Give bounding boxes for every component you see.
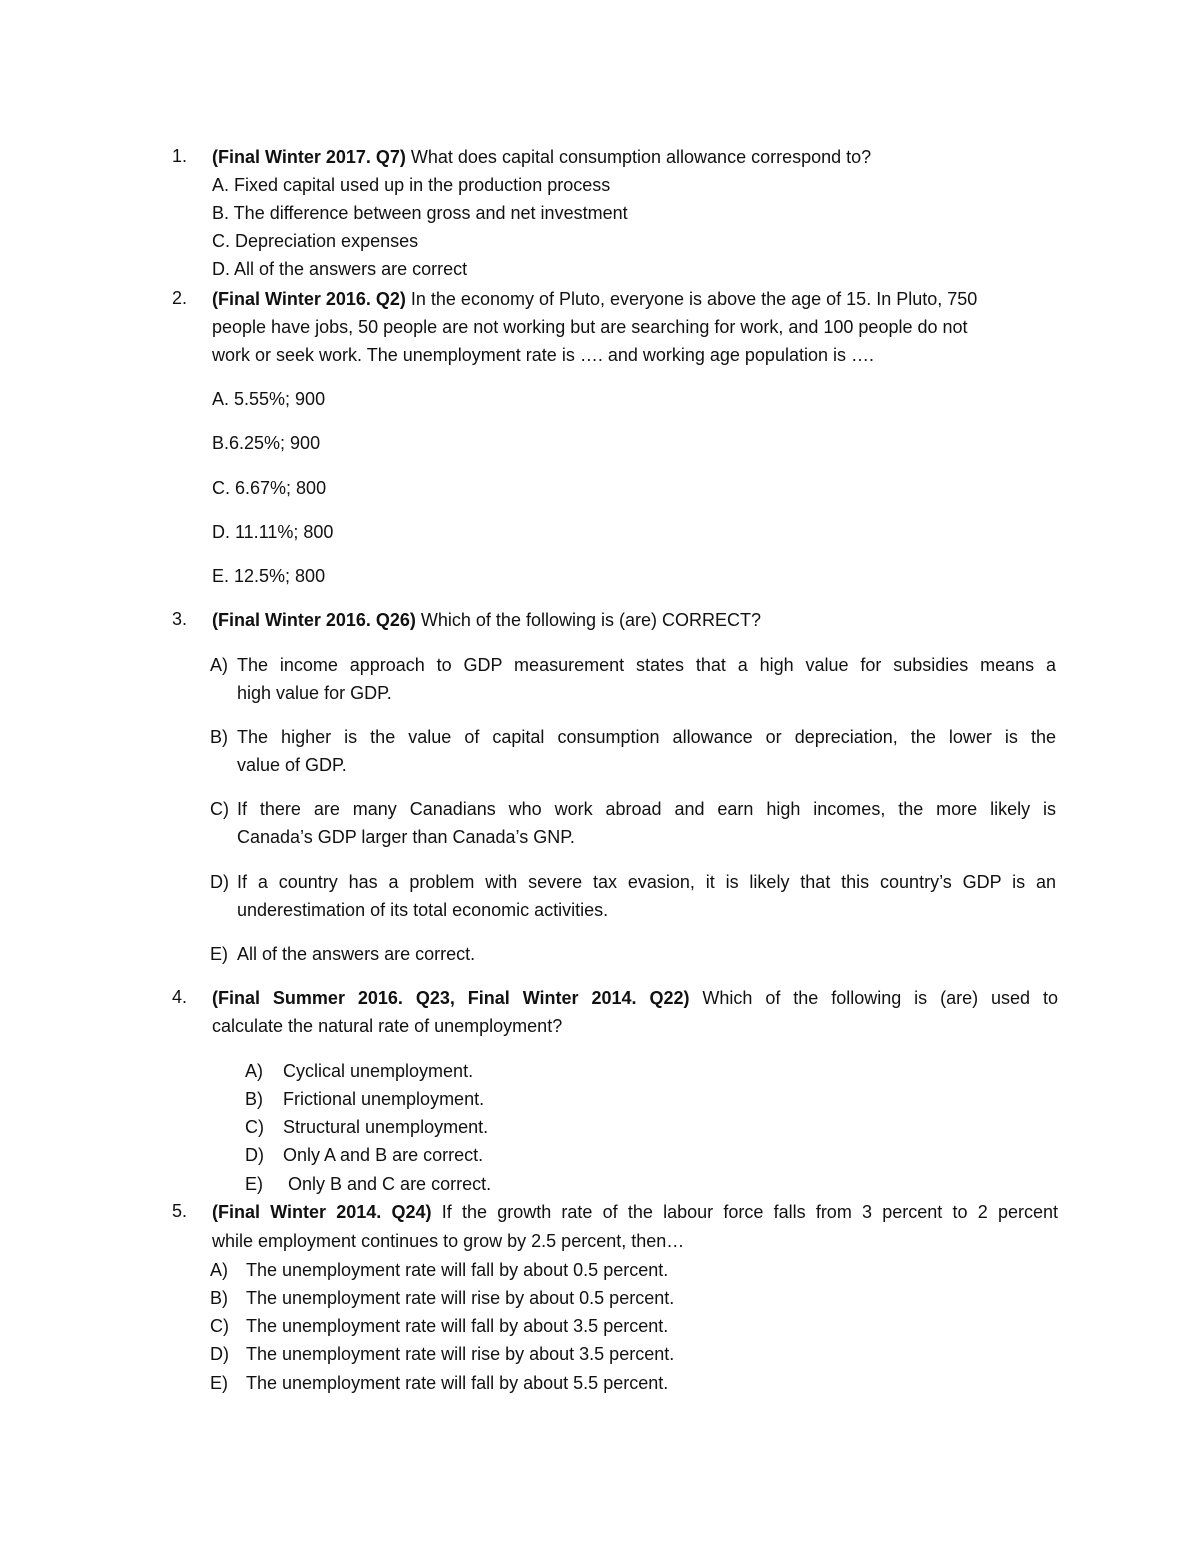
option-d: Only A and B are correct. bbox=[283, 1145, 484, 1165]
question-text: people have jobs, 50 people are not working but are searching for work, and 100 people do not bbox=[212, 317, 968, 337]
question-number: 2. bbox=[172, 288, 188, 308]
question-text: work or seek work. The unemployment rate is …. and working age population is …. bbox=[212, 345, 874, 365]
option-d: D. All of the answers are correct bbox=[212, 259, 468, 279]
option-b: B.6.25%; 900 bbox=[212, 433, 321, 453]
question-stem bbox=[212, 609, 1058, 631]
option-label: B) bbox=[210, 727, 228, 747]
option-d-continued: underestimation of its total economic activities. bbox=[237, 900, 609, 920]
option-c: C. Depreciation expenses bbox=[212, 231, 419, 251]
option-label: D) bbox=[210, 872, 229, 892]
question-stem bbox=[212, 288, 1058, 310]
question-number: 3. bbox=[172, 609, 188, 629]
option-e: Only B and C are correct. bbox=[283, 1174, 492, 1194]
option-e: All of the answers are correct. bbox=[237, 944, 476, 964]
question-text: calculate the natural rate of unemployment? bbox=[212, 1016, 563, 1036]
question-text: If the growth rate of the labour force falls from 3 percent to 2 percent bbox=[431, 1202, 1058, 1222]
option-label: A) bbox=[210, 1260, 228, 1280]
question-text: Which of the following is (are) CORRECT? bbox=[415, 610, 762, 630]
option-b: B. The difference between gross and net investment bbox=[212, 203, 628, 223]
option-a-continued: high value for GDP. bbox=[237, 683, 392, 703]
option-e: The unemployment rate will fall by about 5.5 percent. bbox=[246, 1373, 669, 1393]
option-label: E) bbox=[210, 1373, 228, 1393]
question-text: What does capital consumption allowance correspond to? bbox=[405, 147, 872, 167]
question-stem bbox=[212, 987, 1058, 1009]
question-stem bbox=[212, 146, 1058, 168]
question-source: (Final Winter 2016. Q26) bbox=[212, 610, 416, 630]
question-text: In the economy of Pluto, everyone is above the age of 15. In Pluto, 750 bbox=[405, 289, 978, 309]
option-label: C) bbox=[245, 1117, 264, 1137]
question-source: (Final Winter 2016. Q2) bbox=[212, 289, 406, 309]
option-e: E. 12.5%; 800 bbox=[212, 566, 326, 586]
option-b: The higher is the value of capital consumption allowance or depreciation, the lower is the bbox=[237, 727, 1056, 747]
option-c: If there are many Canadians who work abroad and earn high incomes, the more likely is bbox=[237, 799, 1056, 819]
option-label: C) bbox=[210, 799, 229, 819]
question-number: 5. bbox=[172, 1201, 188, 1221]
option-d: The unemployment rate will rise by about 3.5 percent. bbox=[246, 1344, 675, 1364]
option-label: A) bbox=[245, 1061, 263, 1081]
option-b: Frictional unemployment. bbox=[283, 1089, 485, 1109]
option-d: If a country has a problem with severe tax evasion, it is likely that this country’s GDP is an bbox=[237, 872, 1056, 892]
option-label: D) bbox=[245, 1145, 264, 1165]
option-a: Cyclical unemployment. bbox=[283, 1061, 474, 1081]
option-b-continued: value of GDP. bbox=[237, 755, 347, 775]
option-a: The unemployment rate will fall by about 0.5 percent. bbox=[246, 1260, 669, 1280]
option-d: D. 11.11%; 800 bbox=[212, 522, 334, 542]
option-label: B) bbox=[210, 1288, 228, 1308]
option-c: Structural unemployment. bbox=[283, 1117, 489, 1137]
question-source: (Final Summer 2016. Q23, Final Winter 2014. Q22) bbox=[212, 988, 690, 1008]
option-c: C. 6.67%; 800 bbox=[212, 478, 327, 498]
question-source: (Final Winter 2014. Q24) bbox=[212, 1202, 432, 1222]
option-label: D) bbox=[210, 1344, 229, 1364]
option-c-continued: Canada’s GDP larger than Canada’s GNP. bbox=[237, 827, 575, 847]
option-label: C) bbox=[210, 1316, 229, 1336]
question-number: 4. bbox=[172, 987, 188, 1007]
option-label: A) bbox=[210, 655, 228, 675]
question-stem bbox=[212, 1201, 1058, 1223]
question-text: while employment continues to grow by 2.5 percent, then… bbox=[212, 1231, 685, 1251]
question-text: Which of the following is (are) used to bbox=[689, 988, 1058, 1008]
option-a: The income approach to GDP measurement states that a high value for subsidies means a bbox=[237, 655, 1056, 675]
option-a: A. 5.55%; 900 bbox=[212, 389, 326, 409]
option-label: E) bbox=[245, 1174, 263, 1194]
question-number: 1. bbox=[172, 146, 188, 166]
option-b: The unemployment rate will rise by about 0.5 percent. bbox=[246, 1288, 675, 1308]
option-c: The unemployment rate will fall by about 3.5 percent. bbox=[246, 1316, 669, 1336]
option-label: B) bbox=[245, 1089, 263, 1109]
option-label: E) bbox=[210, 944, 228, 964]
question-source: (Final Winter 2017. Q7) bbox=[212, 147, 406, 167]
option-a: A. Fixed capital used up in the production process bbox=[212, 175, 611, 195]
